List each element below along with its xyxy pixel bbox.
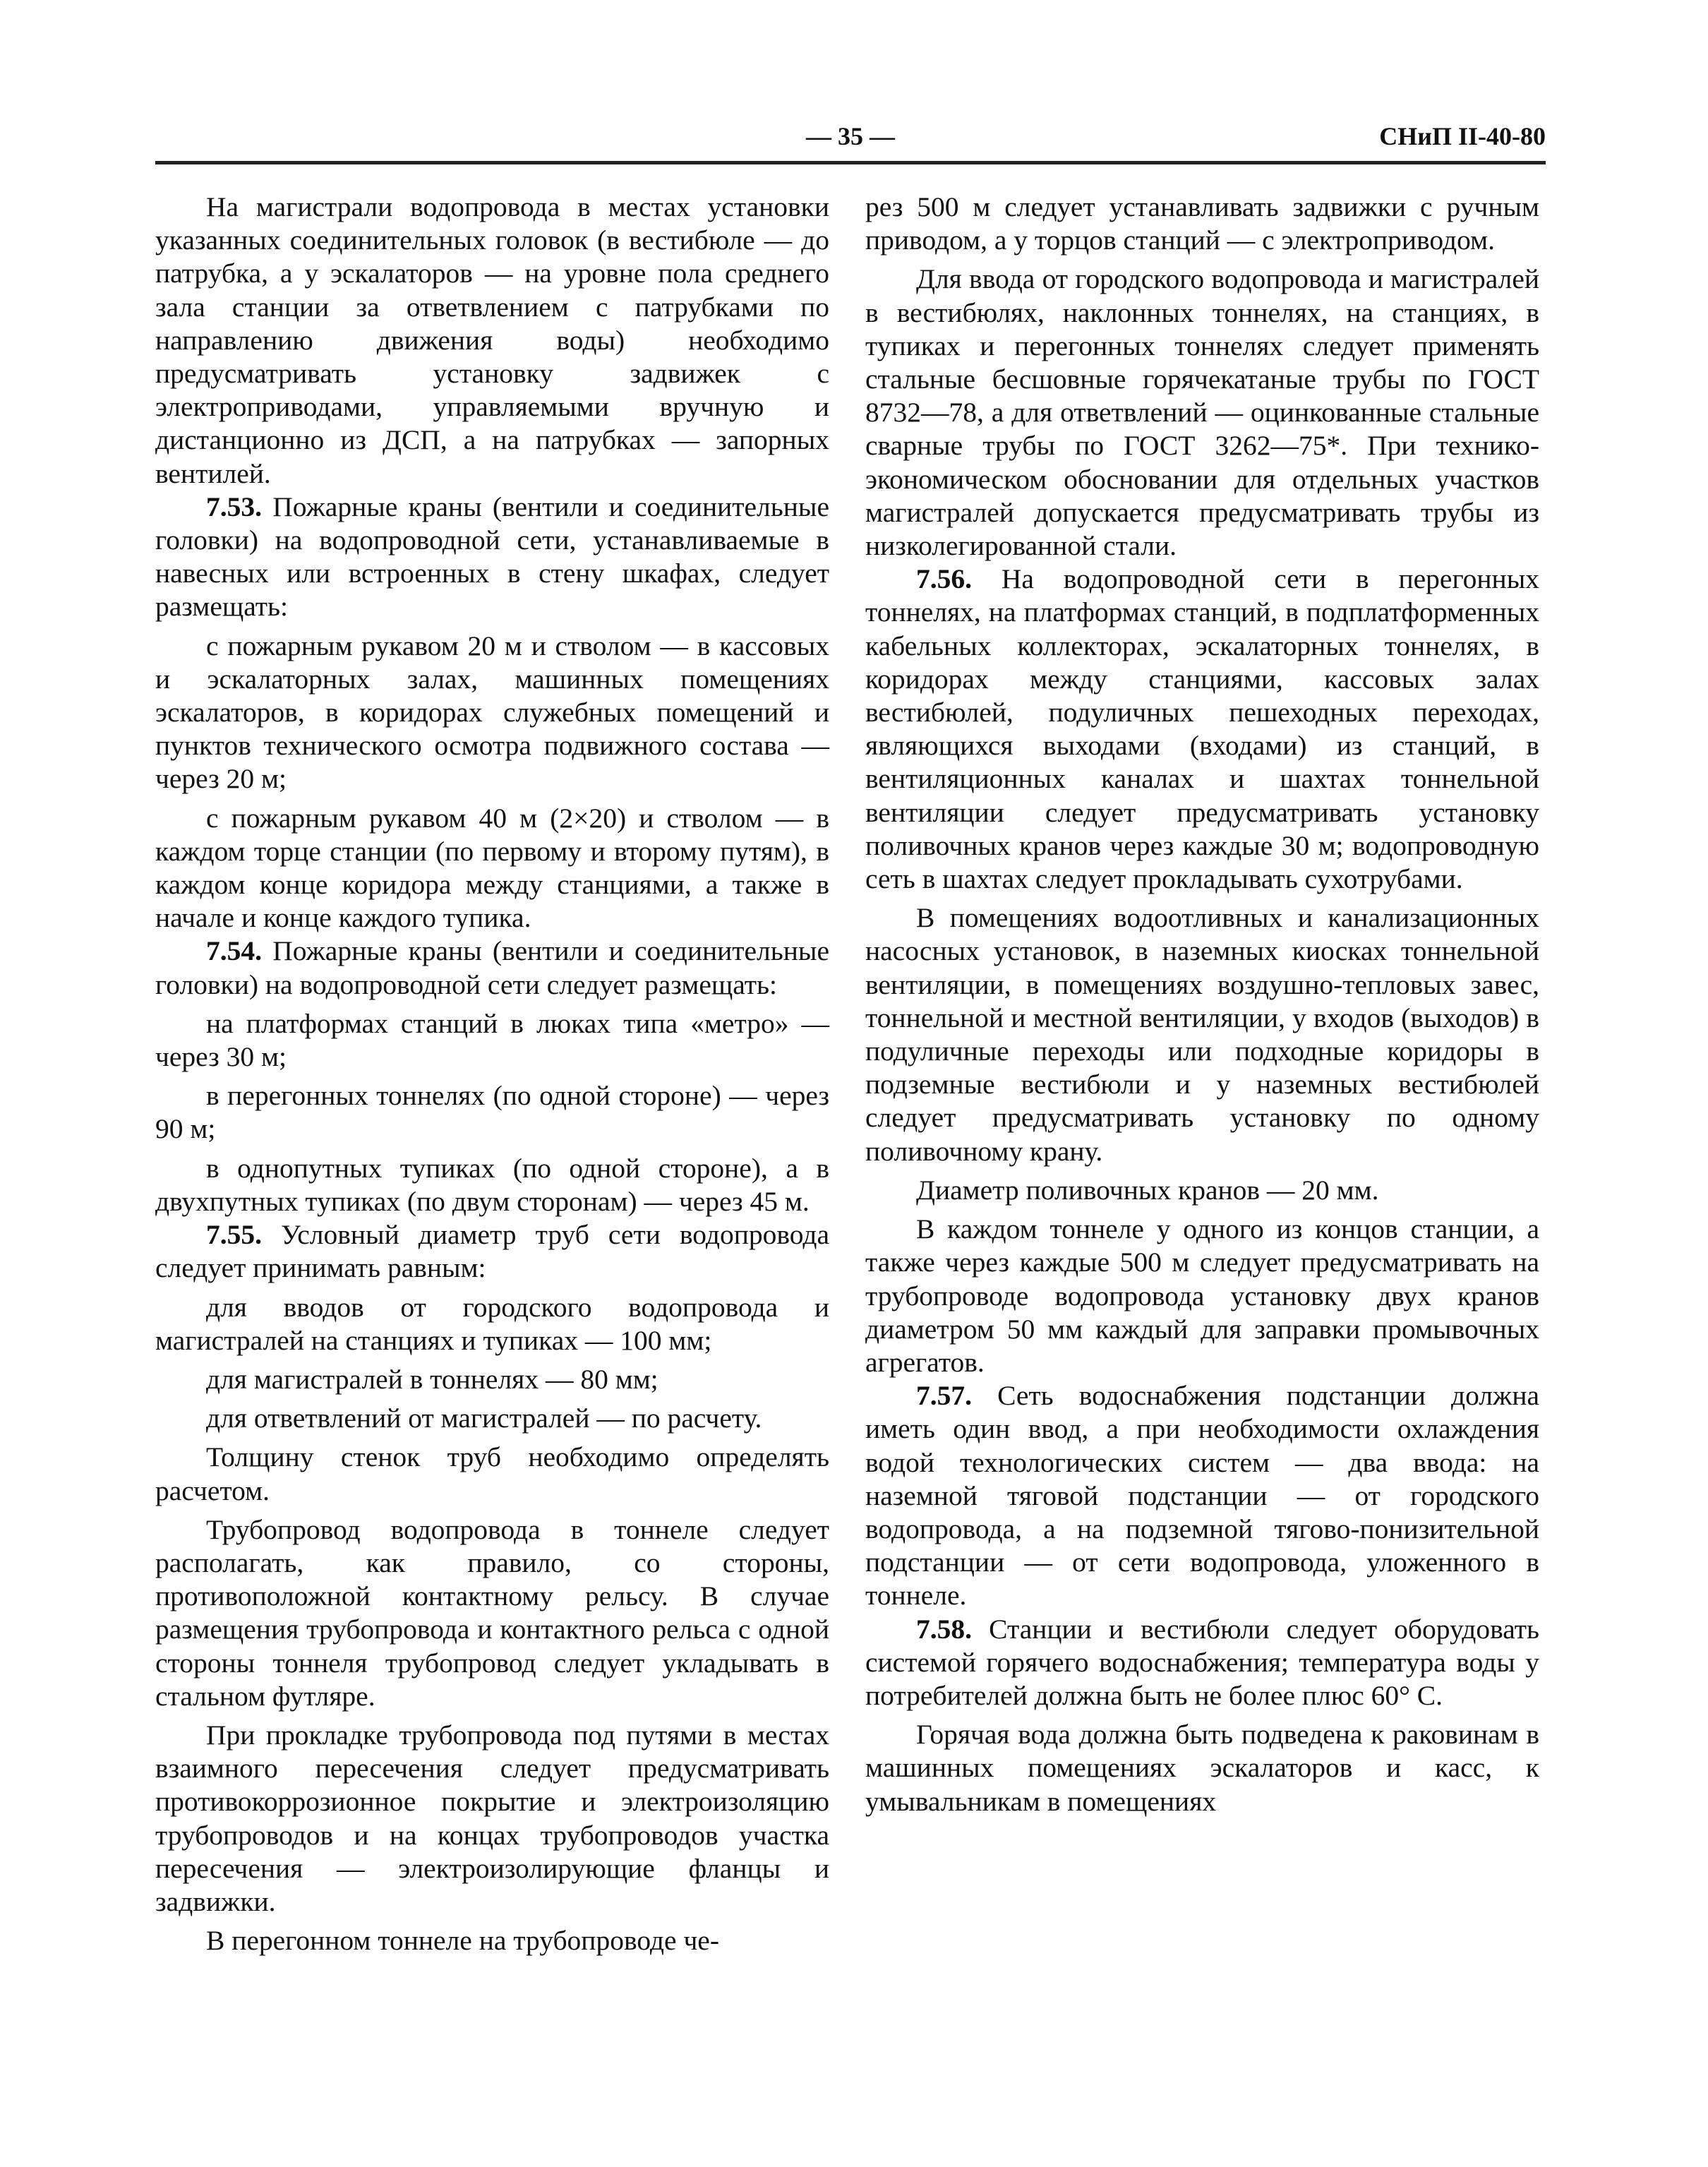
paragraph bbox=[155, 1291, 829, 1357]
page-header bbox=[155, 121, 1546, 164]
paragraph bbox=[865, 1174, 1539, 1207]
paragraph-text: На магистрали водопровода в местах установки указанных соединительных головок (в вестибюле — до патрубка, а у эскалаторов — на уровне пола среднего зала станции за ответвлением с патрубками по направлению движения воды) необходимо предусматривать установку задвижек с электроприводами, управляемыми вручную и дистанционно из ДСП, а на патрубках — запорных вентилей. bbox=[155, 191, 829, 489]
paragraph-text: в перегонных тоннелях (по одной стороне) — через 90 м; bbox=[155, 1080, 829, 1145]
paragraph bbox=[155, 1719, 829, 1919]
paragraph bbox=[155, 1924, 829, 1957]
paragraph bbox=[155, 1079, 829, 1146]
paragraph-text: с пожарным рукавом 20 м и стволом — в кассовых и эскалаторных залах, машинных помещениях эскалаторов, в коридорах служебных помещений и пунктов технического осмотра подвижного состава — через 20 м; bbox=[155, 630, 829, 795]
paragraph-text: Пожарные краны (вентили и соединительные головки) на водопроводной сети, устанавливаемые в навесных или встроенных в стену шкафах, следует размещать: bbox=[155, 491, 829, 623]
paragraph bbox=[155, 802, 829, 935]
paragraph-text: Горячая вода должна быть подведена к раковинам в машинных помещениях эскалаторов и касс, к умывальникам в помещениях bbox=[865, 1719, 1539, 1817]
paragraph-text: В перегонном тоннеле на трубопроводе че- bbox=[206, 1925, 719, 1957]
paragraph bbox=[155, 1402, 829, 1435]
paragraph-text: Толщину стенок труб необходимо определять расчетом. bbox=[155, 1441, 829, 1506]
paragraph-text: При прокладке трубопровода под путями в местах взаимного пересечения следует предусматривать противокоррозионное покрытие и электроизоляцию трубопроводов и на концах трубопроводов участка пересечения — электроизолирующие фланцы и задвижки. bbox=[155, 1719, 829, 1917]
page-number: — 35 — bbox=[806, 122, 895, 150]
paragraph-text: для вводов от городского водопровода и магистралей на станциях и тупиках — 100 мм; bbox=[155, 1291, 829, 1356]
paragraph-text: для магистралей в тоннелях — 80 мм; bbox=[206, 1363, 658, 1395]
clause-number: 7.53. bbox=[206, 491, 262, 522]
paragraph bbox=[155, 1007, 829, 1074]
document-code: СНиП II-40-80 bbox=[1379, 122, 1546, 150]
paragraph-text: На водопроводной сети в перегонных тоннелях, на платформах станций, в подплатформенных кабельных коллекторах, эскалаторных тоннелях, в коридорах между станциями, кассовых залах вестибюлей, подуличных пешеходных переходах, являющихся выходами (входами) из станций, в вентиляционных каналах и шахтах тоннельной вентиляции следует предусматривать установку поливочных кранов через каждые 30 м; водопроводную сеть в шахтах следует прокладывать сухотрубами. bbox=[865, 563, 1539, 895]
paragraph bbox=[155, 1441, 829, 1507]
paragraph-text: В помещениях водоотливных и канализационных насосных установок, в наземных киосках тоннельной вентиляции, в помещениях воздушно-тепловых завес, тоннельной и местной вентиляции, у входов (выходов) в подуличные переходы или подходные коридоры в подземные вестибюли и у наземных вестибюлей следует предусматривать установку по одному поливочному крану. bbox=[865, 902, 1539, 1167]
paragraph-text: Диаметр поливочных кранов — 20 мм. bbox=[916, 1174, 1379, 1206]
paragraph bbox=[865, 191, 1539, 257]
paragraph-text: Сеть водоснабжения подстанции должна иметь один ввод, а при необходимости охлаждения водой технологических систем — два ввода: на наземной тяговой подстанции — от городского водопровода, а на подземной тягово-понизительной подстанции — от сети водопровода, уложенного в тоннеле. bbox=[865, 1380, 1539, 1611]
paragraph-text: В каждом тоннеле у одного из концов станции, а также через каждые 500 м следует предусматривать на трубопроводе водопровода установку двух кранов диаметром 50 мм каждый для заправки промывочных агрегатов. bbox=[865, 1213, 1539, 1378]
clause-number: 7.56. bbox=[916, 563, 972, 595]
paragraph-text: для ответвлений от магистралей — по расчету. bbox=[206, 1403, 762, 1434]
right-column bbox=[865, 191, 1539, 1818]
clause-number: 7.57. bbox=[916, 1380, 972, 1412]
paragraph-text: Трубопровод водопровода в тоннеле следует располагать, как правило, со стороны, противоположной контактному рельсу. В случае размещения трубопровода и контактного рельса с одной стороны тоннеля трубопровод следует укладывать в стальном футляре. bbox=[155, 1513, 829, 1712]
paragraph bbox=[865, 901, 1539, 1168]
paragraph bbox=[865, 1718, 1539, 1818]
paragraph bbox=[155, 630, 829, 796]
paragraph-text: с пожарным рукавом 40 м (2×20) и стволом — в каждом торце станции (по первому и второму путям), в каждом конце коридора между станциями, а также в начале и конце каждого тупика. bbox=[155, 802, 829, 934]
paragraph bbox=[155, 1513, 829, 1713]
paragraph-text: Пожарные краны (вентили и соединительные головки) на водопроводной сети следует размещать: bbox=[155, 935, 829, 1000]
paragraph bbox=[155, 1152, 829, 1218]
clause-number: 7.55. bbox=[206, 1219, 262, 1251]
paragraph bbox=[155, 935, 829, 1001]
paragraph-text: в однопутных тупиках (по одной стороне), а в двухпутных тупиках (по двум сторонам) — через 45 м. bbox=[155, 1152, 829, 1217]
paragraph-text: Станции и вестибюли следует оборудовать системой горячего водоснабжения; температура воды у потребителей должна быть не более плюс 60° С. bbox=[865, 1613, 1539, 1711]
paragraph-text: Условный диаметр труб сети водопровода следует принимать равным: bbox=[155, 1219, 829, 1284]
clause-number: 7.54. bbox=[206, 935, 262, 967]
paragraph bbox=[155, 491, 829, 624]
paragraph-text: Для ввода от городского водопровода и магистралей в вестибюлях, наклонных тоннелях, на станциях, в тупиках и перегонных тоннелях следует применять стальные бесшовные горячекатаные трубы по ГОСТ 8732—78, а для ответвлений — оцинкованные стальные сварные трубы по ГОСТ 3262—75*. При технико-экономическом обосновании для отдельных участков магистралей допускается предусматривать трубы из низколегированной стали. bbox=[865, 263, 1539, 562]
paragraph bbox=[155, 1363, 829, 1396]
paragraph-text: на платформах станций в люках типа «метро» — через 30 м; bbox=[155, 1007, 829, 1073]
paragraph bbox=[865, 1379, 1539, 1612]
paragraph bbox=[865, 1613, 1539, 1713]
paragraph bbox=[865, 263, 1539, 563]
header-rule bbox=[155, 161, 1546, 164]
clause-number: 7.58. bbox=[916, 1613, 972, 1645]
paragraph bbox=[155, 1218, 829, 1285]
paragraph-text: рез 500 м следует устанавливать задвижки с ручным приводом, а у торцов станций — с электроприводом. bbox=[865, 191, 1539, 256]
left-column bbox=[155, 191, 829, 1957]
paragraph bbox=[865, 1213, 1539, 1379]
paragraph bbox=[155, 191, 829, 491]
paragraph bbox=[865, 563, 1539, 896]
